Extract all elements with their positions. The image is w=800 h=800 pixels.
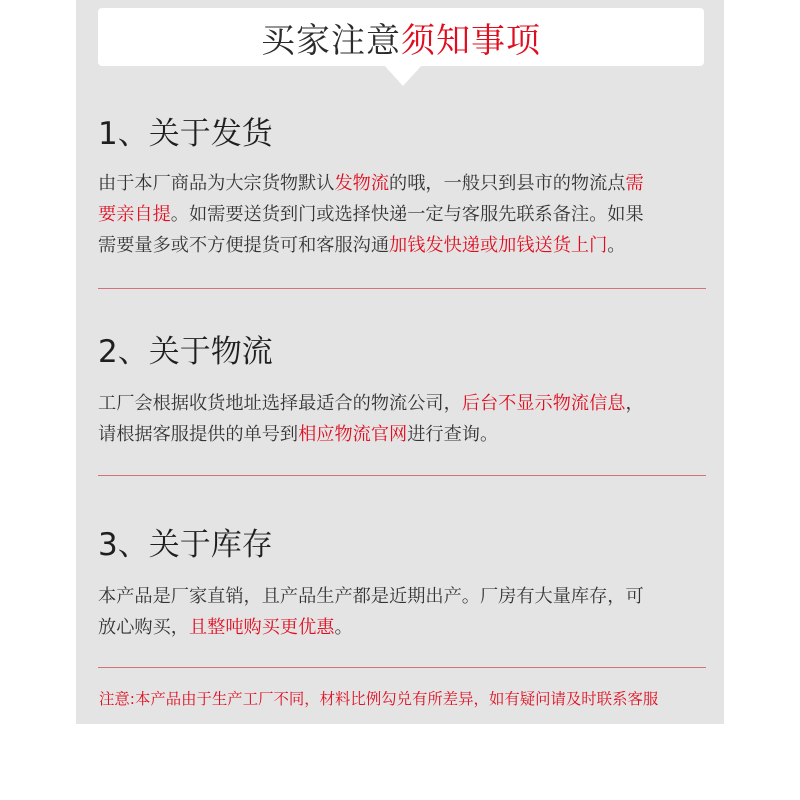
highlight-run: 相应物流官网	[298, 424, 408, 445]
text-line	[98, 581, 718, 612]
text-line	[98, 612, 718, 643]
section-heading-shipping: 1、关于发货	[98, 116, 273, 152]
section-divider	[98, 288, 706, 289]
title-pointer-arrow	[383, 64, 423, 86]
section-divider	[98, 475, 706, 476]
text-run: 需要量多或不方便提货可和客服沟通	[98, 235, 390, 256]
footer-note: 注意:本产品由于生产工厂不同，材料比例勾兑有所差异，如有疑问请及时联系客服	[99, 690, 659, 708]
text-line	[98, 388, 718, 419]
text-run: ，	[625, 393, 644, 414]
text-run: 工厂会根据收货地址选择最适合的物流公司，	[98, 393, 462, 414]
page-title	[98, 8, 704, 66]
highlight-run: 且整吨购买更优惠	[188, 617, 335, 638]
text-line	[98, 419, 718, 450]
text-line	[98, 199, 718, 230]
section-divider	[98, 667, 706, 668]
section-body-shipping	[98, 168, 718, 261]
section-body-logistics	[98, 388, 718, 450]
highlight-run: 发物流	[334, 173, 390, 194]
section-heading-inventory: 3、关于库存	[98, 527, 273, 563]
text-run: 本产品是厂家直销，且产品生产都是近期出产。厂房有大量库存，可	[98, 586, 644, 607]
text-line	[98, 230, 718, 261]
text-run: 放心购买，	[98, 617, 189, 638]
highlight-run: 需	[625, 173, 644, 194]
text-run: 请根据客服提供的单号到	[98, 424, 299, 445]
title-black-part: 买家注意	[261, 20, 401, 61]
text-run: 进行查询。	[407, 424, 499, 445]
text-run: 。	[334, 617, 353, 638]
section-body-inventory	[98, 581, 718, 643]
text-line	[98, 168, 718, 199]
highlight-run: 要亲自提	[98, 204, 171, 225]
highlight-run: 后台不显示物流信息	[461, 393, 626, 414]
section-heading-logistics: 2、关于物流	[98, 334, 273, 370]
text-run: 。	[607, 235, 626, 256]
highlight-run: 加钱发快递或加钱送货上门	[389, 235, 608, 256]
title-red-part: 须知事项	[401, 20, 541, 61]
text-run: 。如需要送货到门或选择快递一定与客服先联系备注。如果	[170, 204, 644, 225]
text-run: 的哦，一般只到县市的物流点	[389, 173, 626, 194]
text-run: 由于本厂商品为大宗货物默认	[98, 173, 335, 194]
